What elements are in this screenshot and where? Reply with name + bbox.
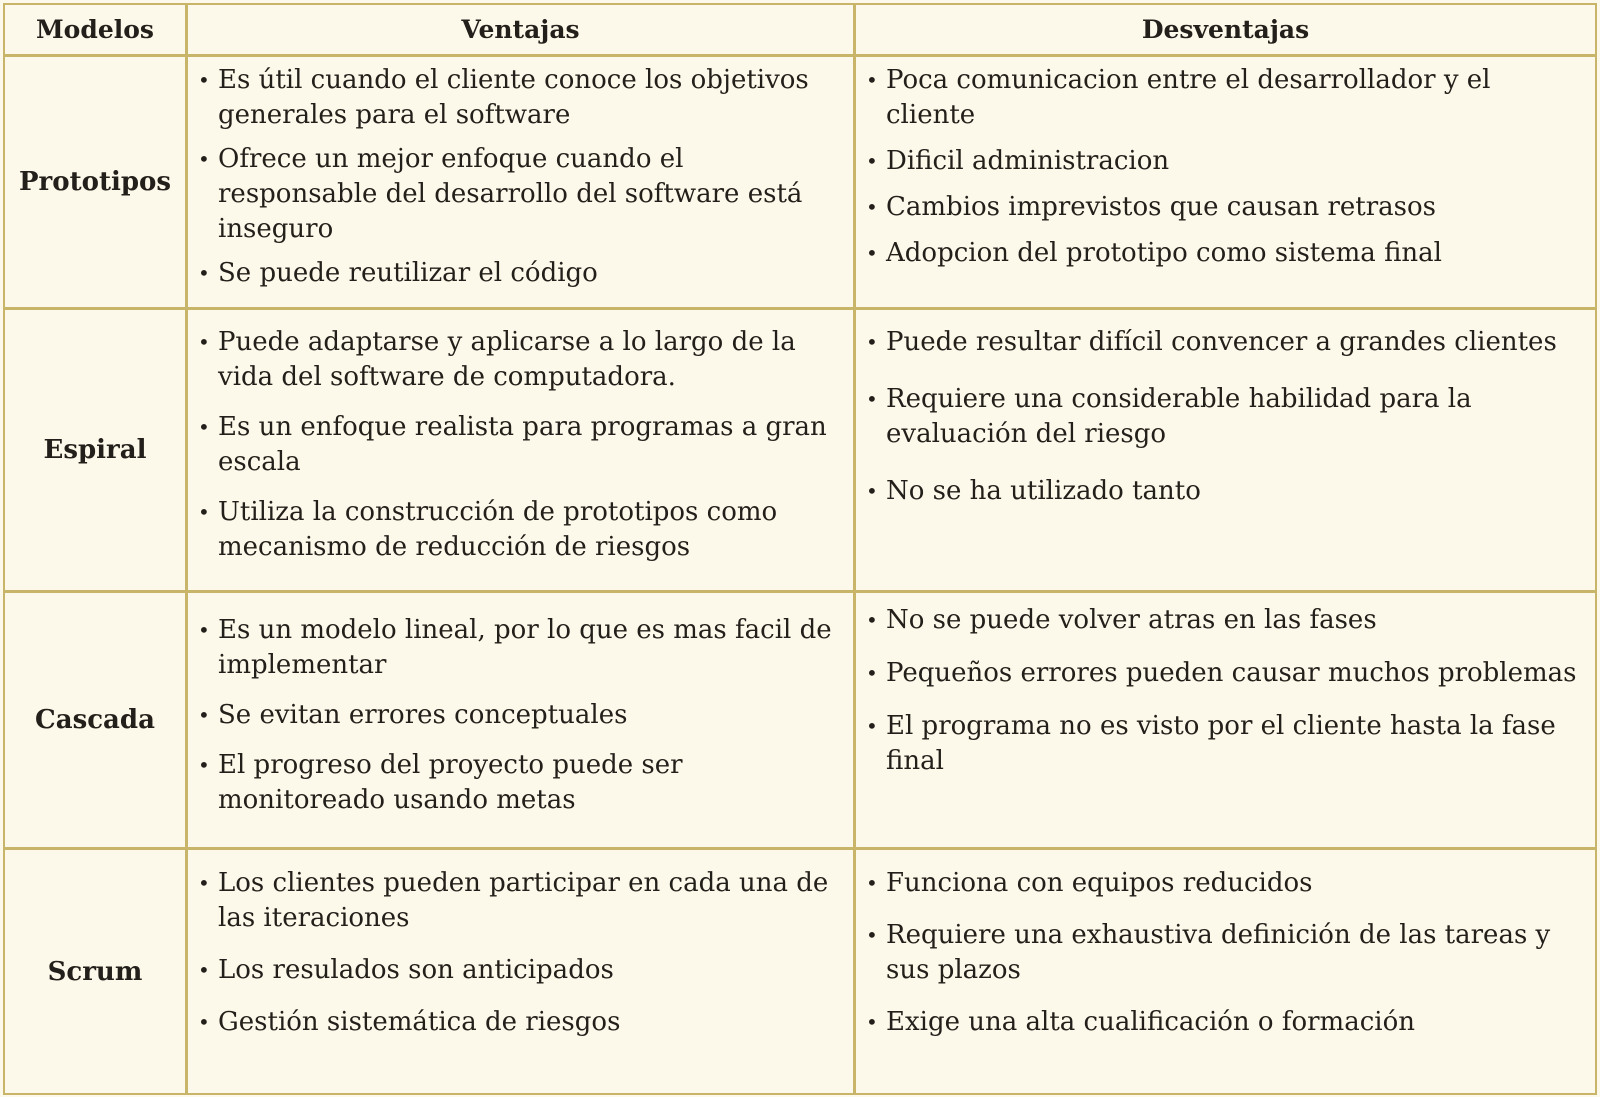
bullet-icon: • — [198, 618, 210, 642]
list-item: • Funciona con equipos reducidos — [866, 866, 1585, 901]
advantages-cell — [188, 850, 856, 1093]
list-item: • Es útil cuando el cliente conoce los objetivos generales para el software — [198, 65, 809, 130]
list-item: • No se ha utilizado tanto — [866, 474, 1585, 509]
bullet-icon: • — [866, 923, 878, 947]
list-item: • Exige una alta cualificación o formación — [866, 1005, 1585, 1040]
disadvantages-cell — [856, 57, 1595, 310]
disadvantages-cell — [856, 310, 1595, 593]
bullet-icon: • — [866, 149, 878, 173]
list-item: • Ofrece un mejor enfoque cuando el responsable del desarrollo del software está inseguro — [198, 144, 803, 244]
bullet-icon: • — [198, 703, 210, 727]
bullet-icon: • — [198, 415, 210, 439]
bullet-icon: • — [866, 479, 878, 503]
bullet-icon: • — [866, 661, 878, 685]
list-item: • Cambios imprevistos que causan retrasos — [866, 190, 1585, 225]
list-item: • Se puede reutilizar el código — [198, 256, 843, 291]
list-item: • Requiere una exhaustiva definición de las tareas y sus plazos — [866, 920, 1551, 985]
list-item: • Los clientes pueden participar en cada una de las iteraciones — [198, 868, 829, 933]
bullet-icon: • — [866, 387, 878, 411]
model-prototipos: Prototipos — [5, 57, 188, 310]
bullet-icon: • — [198, 871, 210, 895]
list-item: • Es un modelo lineal, por lo que es mas facil de implementar — [198, 615, 832, 680]
bullet-icon: • — [198, 500, 210, 524]
bullet-icon: • — [866, 714, 878, 738]
list-item: • Pequeños errores pueden causar muchos problemas — [866, 656, 1585, 691]
bullet-icon: • — [198, 330, 210, 354]
list-item: • Se evitan errores conceptuales — [198, 698, 843, 733]
model-cascada: Cascada — [5, 593, 188, 850]
bullet-icon: • — [198, 1010, 210, 1034]
header-disadvantages: Desventajas — [856, 5, 1595, 57]
advantages-cell — [188, 57, 856, 310]
list-item: • Puede resultar difícil convencer a grandes clientes — [866, 325, 1585, 360]
bullet-icon: • — [866, 195, 878, 219]
bullet-icon: • — [866, 68, 878, 92]
bullet-icon: • — [198, 958, 210, 982]
advantages-cell — [188, 310, 856, 593]
comparison-table — [3, 3, 1597, 1095]
bullet-icon: • — [198, 147, 210, 171]
bullet-icon: • — [198, 753, 210, 777]
list-item: • El programa no es visto por el cliente hasta la fase final — [866, 711, 1556, 776]
list-item: • El progreso del proyecto puede ser monitoreado usando metas — [198, 750, 683, 815]
bullet-icon: • — [198, 68, 210, 92]
bullet-icon: • — [866, 241, 878, 265]
list-item: • Los resulados son anticipados — [198, 953, 843, 988]
list-item: • Requiere una considerable habilidad para la evaluación del riesgo — [866, 384, 1472, 449]
bullet-icon: • — [866, 1010, 878, 1034]
bullet-icon: • — [866, 608, 878, 632]
bullet-icon: • — [198, 261, 210, 285]
list-item: • Es un enfoque realista para programas a gran escala — [198, 412, 827, 477]
header-models: Modelos — [5, 5, 188, 57]
list-item: • Poca comunicacion entre el desarrollador y el cliente — [866, 65, 1491, 130]
list-item: • Gestión sistemática de riesgos — [198, 1005, 843, 1040]
bullet-icon: • — [866, 871, 878, 895]
list-item: • Adopcion del prototipo como sistema final — [866, 236, 1585, 271]
bullet-icon: • — [866, 330, 878, 354]
header-advantages: Ventajas — [188, 5, 856, 57]
disadvantages-cell — [856, 850, 1595, 1093]
model-espiral: Espiral — [5, 310, 188, 593]
list-item: • No se puede volver atras en las fases — [866, 603, 1585, 638]
model-scrum: Scrum — [5, 850, 188, 1093]
list-item: • Dificil administracion — [866, 144, 1585, 179]
disadvantages-cell — [856, 593, 1595, 850]
advantages-cell — [188, 593, 856, 850]
list-item: • Utiliza la construcción de prototipos como mecanismo de reducción de riesgos — [198, 497, 778, 562]
list-item: • Puede adaptarse y aplicarse a lo largo de la vida del software de computadora. — [198, 327, 796, 392]
